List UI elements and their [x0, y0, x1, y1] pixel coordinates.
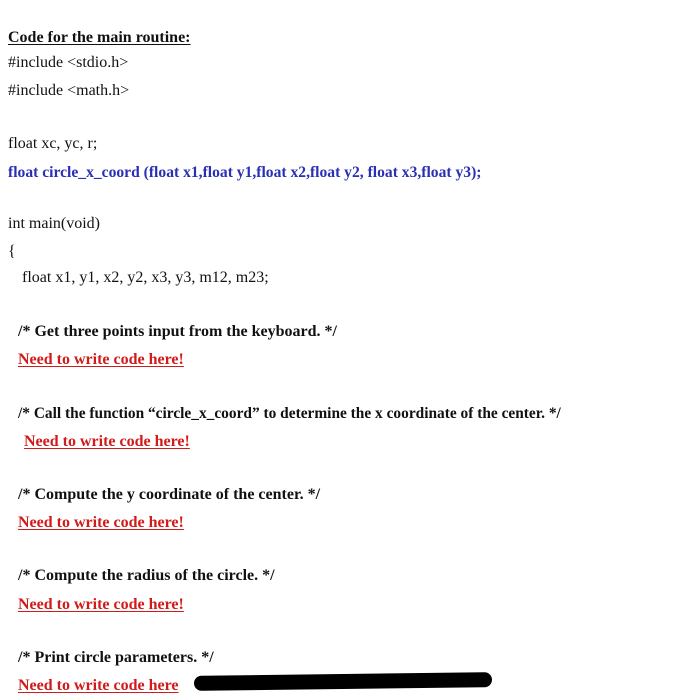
comment-radius: /* Compute the radius of the circle. */: [18, 567, 275, 584]
comment-y-coord: /* Compute the y coordinate of the center. */: [18, 486, 321, 503]
local-declaration: float x1, y1, x2, y2, x3, y3, m12, m23;: [22, 269, 269, 286]
function-prototype: float circle_x_coord (float x1,float y1,float x2,float y2, float x3,float y3);: [8, 164, 482, 181]
todo-y-coord: Need to write code here!: [18, 514, 184, 531]
todo-input: Need to write code here!: [18, 351, 184, 368]
global-declaration: float xc, yc, r;: [8, 135, 98, 152]
comment-x-coord: /* Call the function “circle_x_coord” to determine the x coordinate of the center. */: [18, 405, 561, 422]
todo-print: Need to write code here: [18, 677, 179, 694]
todo-radius: Need to write code here!: [18, 596, 184, 613]
page-title: Code for the main routine:: [8, 29, 191, 46]
main-signature: int main(void): [8, 215, 100, 232]
include-stdio: #include <stdio.h>: [8, 54, 129, 71]
include-math: #include <math.h>: [8, 82, 130, 99]
todo-x-coord: Need to write code here!: [24, 433, 190, 450]
redaction-mark: [194, 672, 492, 691]
open-brace: {: [8, 243, 16, 260]
comment-print: /* Print circle parameters. */: [18, 649, 214, 666]
comment-input: /* Get three points input from the keyboard. */: [18, 323, 337, 340]
